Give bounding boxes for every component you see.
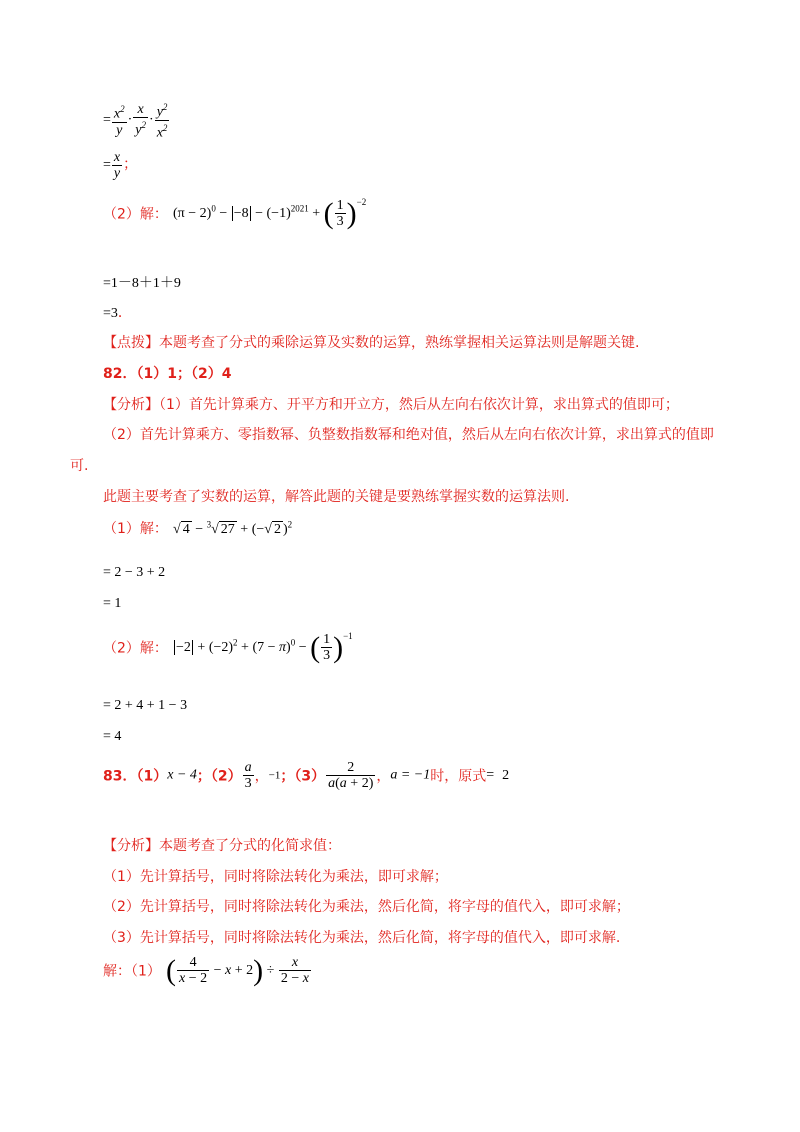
solution-2-expression: （2）解： $(\pi - 2)^0 - -8 - (-1)^{2021}$ + ( $\frac{1}{3}$ )$^{-2}$ xyxy=(103,196,367,230)
analysis-text: （1）首先计算乘方、开平方和开立方，然后从左向右依次计算，求出算式的值即可； xyxy=(159,397,679,413)
equation-line-4 xyxy=(103,302,132,322)
analysis-82-note: 此题主要考查了实数的运算，解答此题的关键是要熟练掌握实数的运算法则. xyxy=(103,489,570,505)
analysis-83-step-3: （3）先计算括号，同时将除法转化为乘法，然后化简，将字母的值代入，即可求解. xyxy=(103,930,621,946)
solution-83-1-expression: 解：（1） ( $\frac{4}{x - 2}$ − x + 2) ÷ $\frac{x}{2 - x}$ xyxy=(103,953,309,987)
analysis-82-line-2: （2）首先计算乘方、零指数幂、负整数指数幂和绝对值，然后从左向右依次计算，求出算式的值即 xyxy=(103,427,714,443)
answer-3-fraction: $\frac{2}{a(a + 2)}$ xyxy=(328,760,374,791)
part-3-label: ；（3） xyxy=(280,768,326,785)
solution-label: （2）解： xyxy=(103,206,168,223)
question-number: 83． xyxy=(103,768,137,785)
condition-text: 时，原式 xyxy=(430,768,487,785)
equation-line-3: =1－8＋1＋9 xyxy=(103,276,181,291)
comma: ， xyxy=(376,768,391,785)
semicolon: ； xyxy=(123,156,138,173)
solution-label: （1）解： xyxy=(103,521,168,537)
equals: = xyxy=(486,767,495,783)
analysis-tag: 【分析】 xyxy=(103,838,159,854)
tip-paragraph xyxy=(103,332,639,352)
equation-line-1: = $\frac{x^2}{y}$ · $\frac{x}{y^2}$ · $\frac{y^2}{x^2}$ xyxy=(103,102,168,141)
answer-2-value: −1 xyxy=(268,769,281,782)
equation-value: =3 xyxy=(103,306,118,321)
analysis-82-line-3: 可. xyxy=(70,458,89,474)
answer-83-header xyxy=(103,760,509,791)
tip-text: 本题考查了分式的乘除运算及实数的运算，熟练掌握相关运算法则是解题关键. xyxy=(159,335,640,351)
solution-82-1-expression: （1）解： √ 4 − $^3$√ 27 + (−√ 2 )$^2$ xyxy=(103,519,293,537)
solution-82-2-expression: （2）解： $-2 + (-2)^2 + (7 - \pi)^0$ − ( $\frac{1}{3}$ )$^{-1}$ xyxy=(103,630,353,664)
result-value: 2 xyxy=(502,767,510,783)
analysis-tag: 【分析】 xyxy=(103,397,159,413)
answer-2-fraction: $\frac{a}{3}$ xyxy=(244,760,252,791)
solution-label: 解：（1） xyxy=(103,963,161,980)
equation-82-2-b: = 4 xyxy=(103,729,122,744)
comma: ， xyxy=(254,768,269,785)
tip-tag: 【点拨】 xyxy=(103,335,159,351)
answer-82-header: 82．（1）1；（2）4 xyxy=(103,366,232,382)
solution-label: （2）解： xyxy=(103,640,168,657)
part-1-label: （1） xyxy=(136,768,168,785)
equation-82-1-a: = 2 − 3 + 2 xyxy=(103,565,166,580)
period: ． xyxy=(117,305,132,321)
analysis-83-head xyxy=(103,835,341,855)
equation-82-2-a: = 2 + 4 + 1 − 3 xyxy=(103,698,188,713)
part-2-label: ；（2） xyxy=(196,768,242,785)
analysis-text: 本题考查了分式的化简求值： xyxy=(159,838,341,854)
condition: a = −1 xyxy=(390,767,431,783)
analysis-83-step-1: （1）先计算括号，同时将除法转化为乘法，即可求解； xyxy=(103,869,448,885)
analysis-83-step-2: （2）先计算括号，同时将除法转化为乘法，然后化简，将字母的值代入，即可求解； xyxy=(103,899,630,915)
equation-82-1-b: = 1 xyxy=(103,596,122,611)
equation-line-2: = $\frac{x}{y}$ ； xyxy=(103,150,138,181)
answer-1: x − 4 xyxy=(167,767,197,783)
analysis-82-line-1 xyxy=(103,394,679,414)
